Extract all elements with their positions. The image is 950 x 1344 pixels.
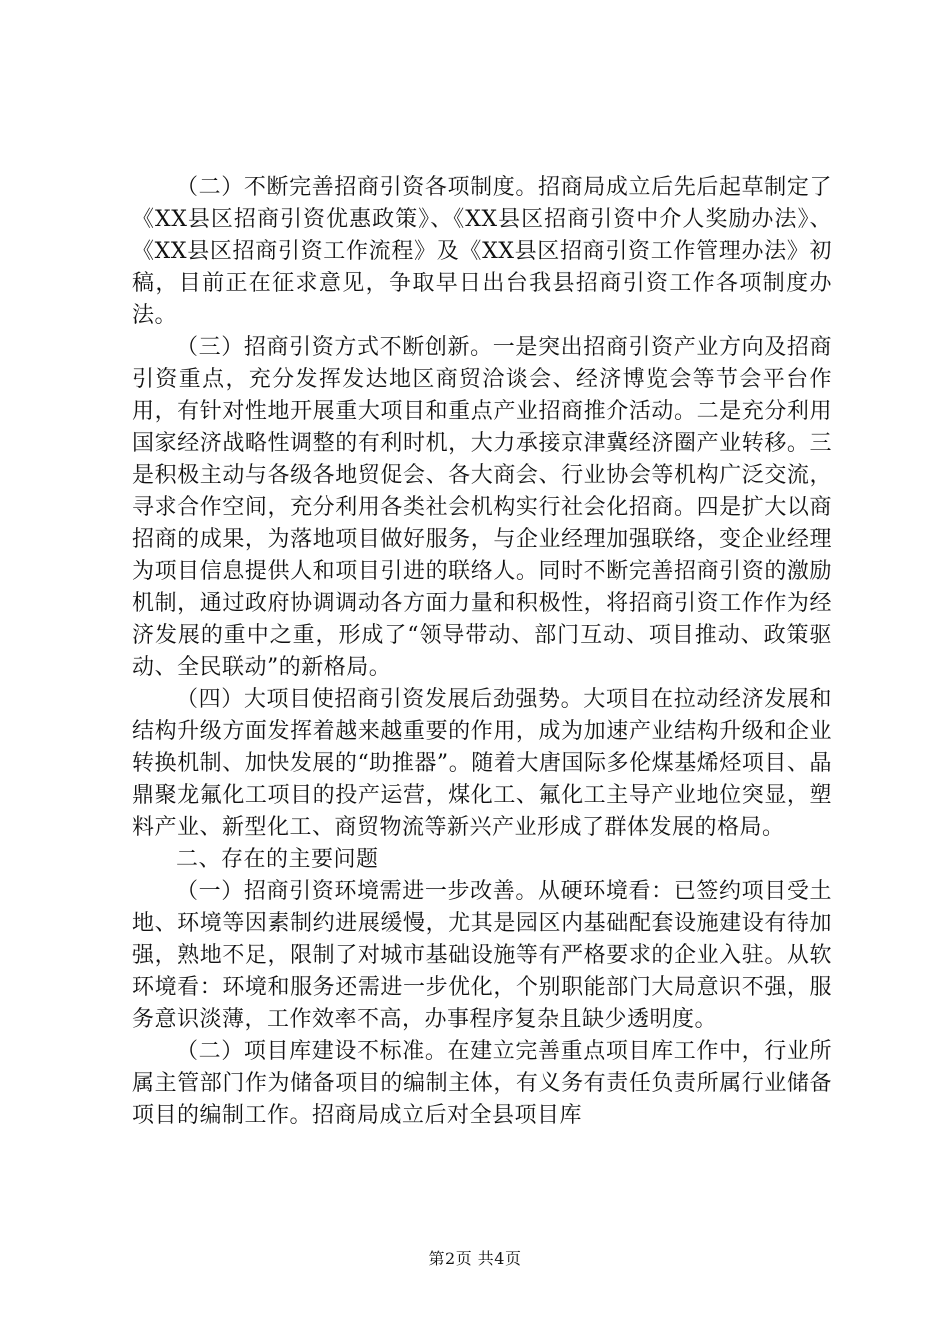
paragraph-major-projects: （四）大项目使招商引资发展后劲强势。大项目在拉动经济发展和结构升级方面发挥着越来越重要的作用，成为加速产业结构升级和企业转换机制、加快发展的“助推器”。随着大唐国际多伦煤基烯烃项目、晶鼎聚龙氟化工项目的投产运营，煤化工、氟化工主导产业地位突显，塑料产业、新型化工、商贸物流等新兴产业形成了群体发展的格局。 [132,687,832,840]
page-footer: 第2页 共4页 [428,1249,522,1268]
paragraph-institutions: （二）不断完善招商引资各项制度。招商局成立后先后起草制定了《XX县区招商引资优惠政策》、《XX县区招商引资中介人奖励办法》、《XX县区招商引资工作流程》及《XX县区招商引资工作管理办法》初稿，目前正在征求意见，争取早日出台我县招商引资工作各项制度办法。 [132,175,832,328]
document-body [132,172,832,1132]
paragraph-project-library: （二）项目库建设不标准。在建立完善重点项目库工作中，行业所属主管部门作为储备项目的编制主体，有义务有责任负责所属行业储备项目的编制工作。招商局成立后对全县项目库 [132,1039,832,1128]
section-heading-problems: 二、存在的主要问题 [176,847,379,872]
paragraph-innovation: （三）招商引资方式不断创新。一是突出招商引资产业方向及招商引资重点，充分发挥发达地区商贸洽谈会、经济博览会等节会平台作用，有针对性地开展重大项目和重点产业招商推介活动。二是充分利用国家经济战略性调整的有利时机，大力承接京津冀经济圈产业转移。三是积极主动与各级各地贸促会、各大商会、行业协会等机构广泛交流，寻求合作空间，充分利用各类社会机构实行社会化招商。四是扩大以商招商的成果，为落地项目做好服务，与企业经理加强联络，变企业经理为项目信息提供人和项目引进的联络人。同时不断完善招商引资的激励机制，通过政府协调调动各方面力量和积极性，将招商引资工作作为经济发展的重中之重，形成了“领导带动、部门互动、项目推动、政策驱动、全民联动”的新格局。 [132,335,832,680]
paragraph-environment: （一）招商引资环境需进一步改善。从硬环境看：已签约项目受土地、环境等因素制约进展缓慢，尤其是园区内基础配套设施建设有待加强，熟地不足，限制了对城市基础设施等有严格要求的企业入驻。从软环境看：环境和服务还需进一步优化，个别职能部门大局意识不强，服务意识淡薄，工作效率不高，办事程序复杂且缺少透明度。 [132,879,832,1032]
